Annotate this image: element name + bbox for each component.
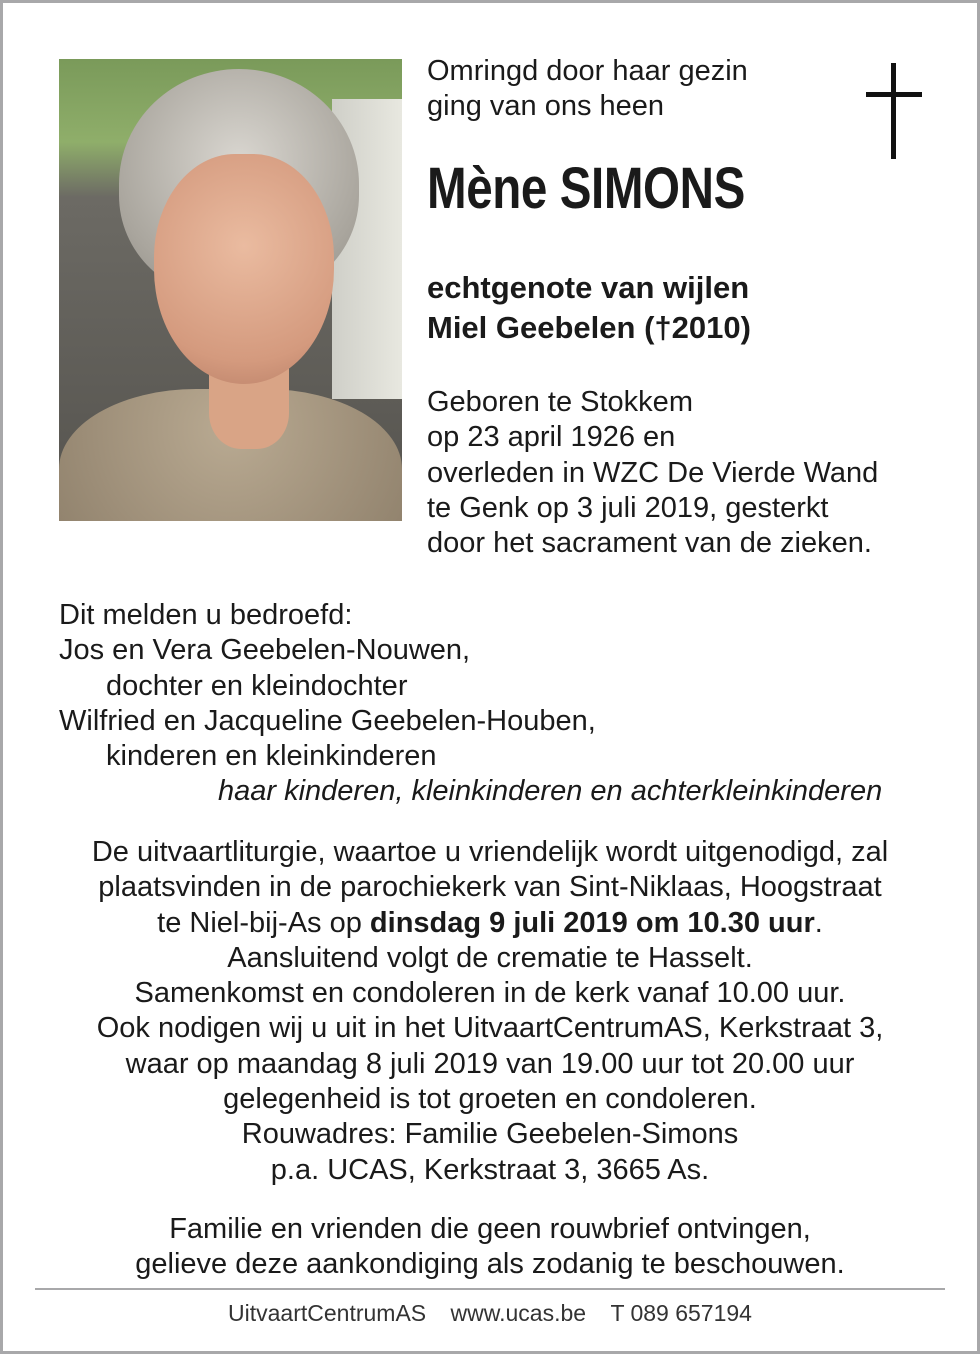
divider: [35, 1288, 945, 1290]
intro-line: Omringd door haar gezin: [427, 55, 748, 87]
service-line: Aansluitend volgt de crematie te Hasselt.: [227, 941, 753, 974]
closing-line: gelieve deze aankondiging als zodanig te beschouwen.: [135, 1248, 845, 1281]
footer-org: UitvaartCentrumAS: [228, 1300, 427, 1326]
family-section: [59, 598, 882, 810]
footer-website: www.ucas.be: [450, 1300, 587, 1326]
portrait-photo: [59, 59, 402, 521]
birth-line: te Genk op 3 juli 2019, gesterkt: [427, 491, 829, 524]
service-line: Ook nodigen wij u uit in het UitvaartCentrumAS, Kerkstraat 3,: [96, 1012, 884, 1045]
spouse-info: [427, 268, 751, 348]
closing-line: Familie en vrienden die geen rouwbrief ontvingen,: [169, 1213, 811, 1245]
cross-icon: [866, 63, 922, 159]
service-line: De uitvaartliturgie, waartoe u vriendelijk wordt uitgenodigd, zal: [91, 836, 889, 868]
birth-line: overleden in WZC De Vierde Wand: [427, 456, 879, 489]
deceased-name: Mène SIMONS: [427, 156, 745, 221]
family-line: Wilfried en Jacqueline Geebelen-Houben,: [59, 704, 596, 737]
spouse-line: echtgenote van wijlen: [427, 270, 750, 305]
service-line: p.a. UCAS, Kerkstraat 3, 3665 As.: [270, 1153, 710, 1186]
service-line: Samenkomst en condoleren in de kerk vanaf 10.00 uur.: [134, 977, 846, 1010]
family-italic-line: haar kinderen, kleinkinderen en achterkleinkinderen: [218, 775, 883, 808]
birth-death-info: [427, 385, 878, 561]
birth-line: door het sacrament van de zieken.: [427, 527, 872, 560]
service-datetime: dinsdag 9 juli 2019 om 10.30 uur: [369, 906, 815, 939]
service-text: te Niel-bij-As op: [157, 906, 370, 939]
service-info: [0, 835, 980, 1188]
closing-text: [0, 1212, 980, 1283]
spouse-line: Miel Geebelen (†2010): [427, 310, 751, 345]
service-text: .: [814, 906, 823, 939]
footer-phone: T 089 657194: [610, 1300, 752, 1326]
service-line: plaatsvinden in de parochiekerk van Sint-Niklaas, Hoogstraat: [98, 871, 882, 904]
family-line: dochter en kleindochter: [106, 669, 408, 702]
birth-line: Geboren te Stokkem: [427, 386, 693, 418]
service-line: gelegenheid is tot groeten en condoleren.: [223, 1083, 757, 1116]
birth-line: op 23 april 1926 en: [427, 421, 676, 454]
service-line: waar op maandag 8 juli 2019 van 19.00 uur tot 20.00 uur: [125, 1047, 855, 1080]
family-line: kinderen en kleinkinderen: [106, 740, 437, 773]
family-line: Jos en Vera Geebelen-Nouwen,: [59, 634, 471, 667]
service-line: Rouwadres: Familie Geebelen-Simons: [241, 1118, 739, 1151]
footer: [0, 1300, 980, 1327]
intro-text: [427, 54, 748, 125]
family-heading: Dit melden u bedroefd:: [59, 599, 353, 631]
intro-line: ging van ons heen: [427, 90, 665, 123]
service-line: [0, 906, 980, 941]
